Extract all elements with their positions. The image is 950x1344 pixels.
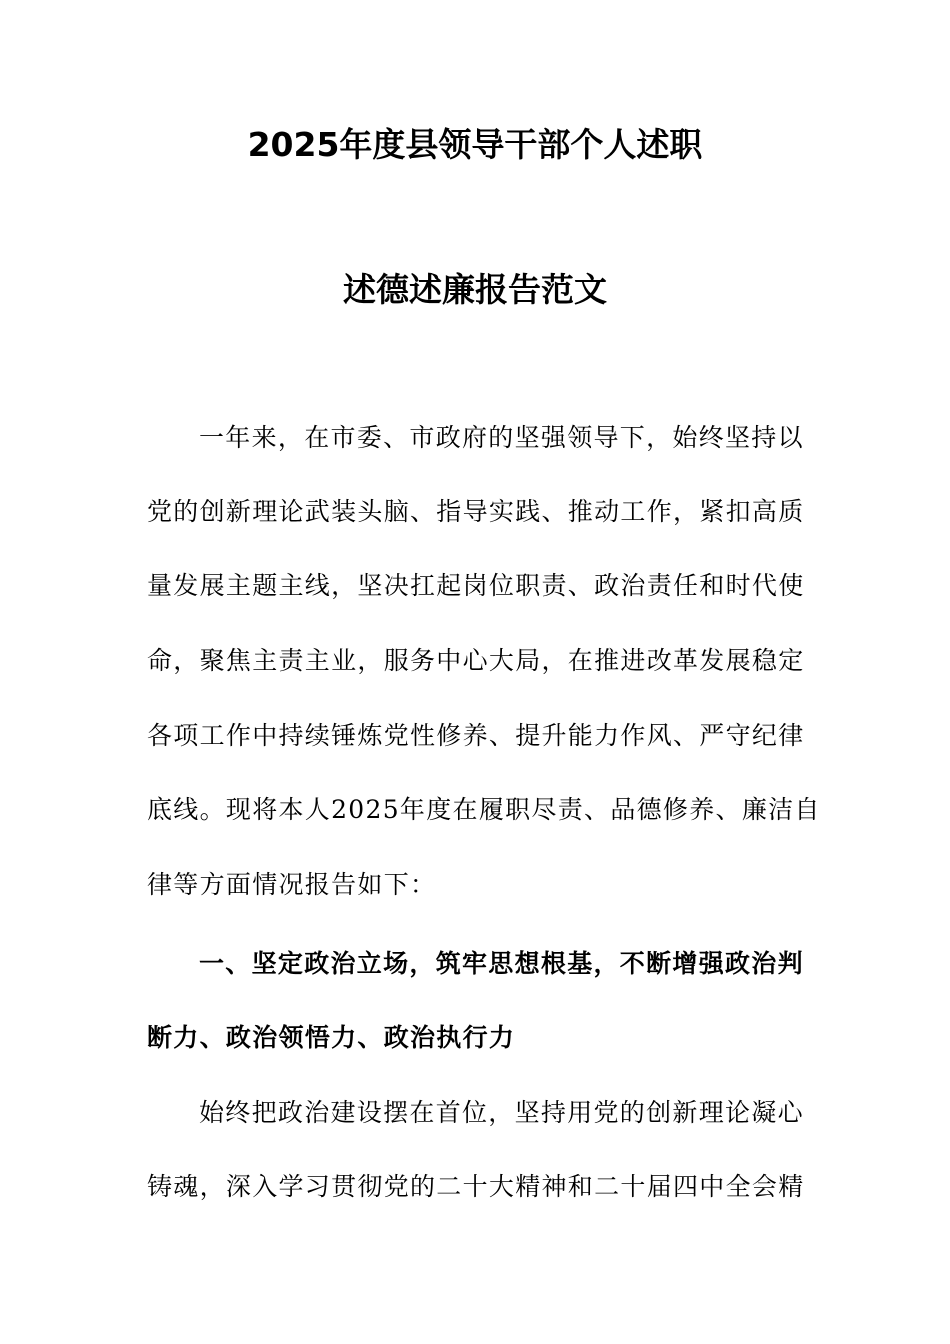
document-title-line-2: 述德述廉报告范文: [343, 270, 607, 309]
text-line: 各项工作中持续锤炼党性修养、提升能力作风、严守纪律: [147, 721, 805, 750]
text-line: 党的创新理论武装头脑、指导实践、推动工作，紧扣高质: [147, 497, 805, 526]
heading-line: 断力、政治领悟力、政治执行力: [147, 1023, 516, 1052]
text-line: 始终把政治建设摆在首位，坚持用党的创新理论凝心: [199, 1098, 804, 1127]
text-line: 底线。现将本人2025年度在履职尽责、品德修养、廉洁自: [147, 795, 821, 824]
text-line: 命，聚焦主责主业，服务中心大局，在推进改革发展稳定: [147, 646, 805, 675]
text-line: 量发展主题主线，坚决扛起岗位职责、政治责任和时代使: [147, 571, 805, 600]
heading-line: 一、坚定政治立场，筑牢思想根基，不断增强政治判: [199, 949, 804, 978]
text-line: 铸魂，深入学习贯彻党的二十大精神和二十届四中全会精: [147, 1172, 805, 1201]
document-title-line-1: 2025年度县领导干部个人述职: [247, 125, 703, 164]
text-line: 律等方面情况报告如下：: [147, 870, 437, 899]
text-line: 一年来，在市委、市政府的坚强领导下，始终坚持以: [199, 423, 804, 452]
